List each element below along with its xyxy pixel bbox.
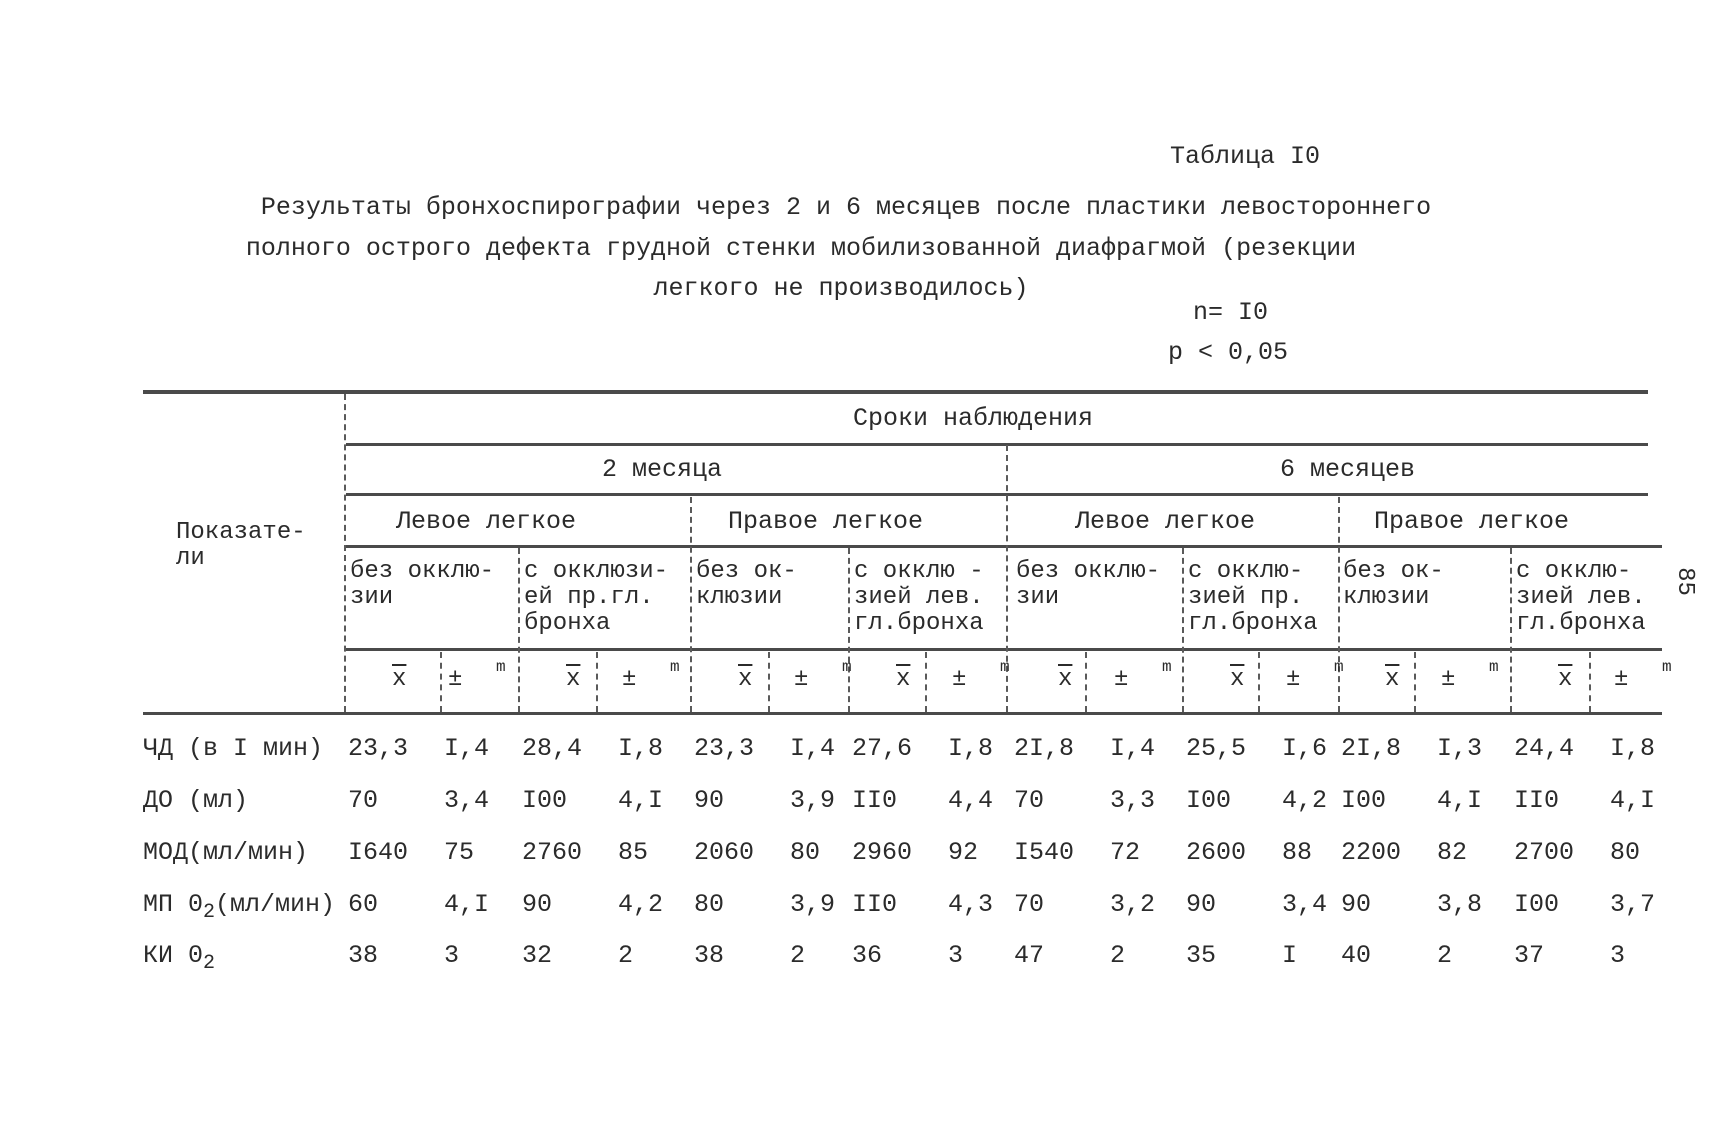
table-cell: 3,7: [1610, 890, 1656, 919]
table-cell: 23,3: [348, 734, 409, 763]
table-cell: 2960: [852, 838, 913, 867]
p-value: p < 0,05: [1168, 338, 1289, 367]
condition-header: без ок- клюзии: [696, 558, 797, 611]
table-cell: I00: [1341, 786, 1387, 815]
table-column-divider: [440, 652, 442, 712]
condition-header: без окклю- зии: [1016, 558, 1161, 611]
error-symbol: m: [496, 658, 506, 676]
table-cell: I00: [1514, 890, 1560, 919]
table-cell: 2600: [1186, 838, 1247, 867]
table-cell: 2I,8: [1341, 734, 1402, 763]
table-cell: 2200: [1341, 838, 1402, 867]
plus-minus-symbol: ±: [448, 666, 463, 693]
table-cell: 92: [948, 838, 979, 867]
condition-header: с окклюзи- ей пр.гл. бронха: [524, 558, 669, 637]
table-rule: [143, 390, 1648, 394]
page-number: 85: [1670, 567, 1698, 596]
table-cell: 2: [790, 941, 806, 970]
table-rule: [143, 712, 1662, 715]
period-header-2-months: 2 месяца: [602, 455, 723, 484]
table-cell: 2760: [522, 838, 583, 867]
table-column-divider: [768, 652, 770, 712]
table-cell: 3,9: [790, 786, 836, 815]
table-cell: 82: [1437, 838, 1468, 867]
table-cell: 90: [1341, 890, 1372, 919]
table-cell: I00: [1186, 786, 1232, 815]
table-cell: 28,4: [522, 734, 583, 763]
table-cell: 70: [1014, 890, 1045, 919]
table-cell: 90: [522, 890, 553, 919]
table-cell: 2: [1437, 941, 1453, 970]
period-header-6-months: 6 месяцев: [1280, 455, 1416, 484]
table-cell: 37: [1514, 941, 1545, 970]
table-cell: 3,8: [1437, 890, 1483, 919]
table-cell: 36: [852, 941, 883, 970]
table-column-divider: [344, 394, 346, 712]
table-cell: I,4: [790, 734, 836, 763]
table-cell: I,8: [618, 734, 664, 763]
table-cell: 3: [1610, 941, 1626, 970]
plus-minus-symbol: ±: [622, 666, 637, 693]
table-column-divider: [1085, 652, 1087, 712]
table-number: Таблица I0: [1170, 142, 1321, 171]
title-line-1: Результаты бронхоспирографии через 2 и 6 месяцев после пластики левостороннего: [260, 193, 1432, 222]
table-cell: 75: [444, 838, 475, 867]
table-cell: 4,4: [948, 786, 994, 815]
table-rule: [346, 443, 1648, 446]
table-column-divider: [1414, 652, 1416, 712]
table-cell: 60: [348, 890, 379, 919]
table-column-divider: [518, 548, 520, 712]
mean-symbol: $\overline{x}$: [738, 666, 753, 693]
lung-header: Левое легкое: [396, 507, 577, 536]
condition-header: с окклю - зией лев. гл.бронха: [854, 558, 984, 637]
mean-symbol: $\overline{x}$: [566, 666, 581, 693]
table-column-divider: [925, 652, 927, 712]
table-cell: 3,2: [1110, 890, 1156, 919]
table-cell: 23,3: [694, 734, 755, 763]
table-cell: I540: [1014, 838, 1075, 867]
row-label: ЧД (в I мин): [143, 734, 324, 763]
table-cell: 80: [694, 890, 725, 919]
table-cell: 4,I: [618, 786, 664, 815]
table-column-divider: [1258, 652, 1260, 712]
table-column-divider: [596, 652, 598, 712]
table-cell: I: [1282, 941, 1298, 970]
table-column-divider: [1182, 548, 1184, 712]
table-cell: I00: [522, 786, 568, 815]
error-symbol: m: [1334, 658, 1344, 676]
table-cell: 3: [948, 941, 964, 970]
table-cell: 3,3: [1110, 786, 1156, 815]
mean-symbol: $\overline{x}$: [1058, 666, 1073, 693]
row-label: МП $0_2(мл/мин)$: [143, 890, 336, 924]
table-cell: 27,6: [852, 734, 913, 763]
table-column-divider: [1510, 548, 1512, 712]
table-cell: 70: [1014, 786, 1045, 815]
table-cell: 4,2: [618, 890, 664, 919]
table-cell: 72: [1110, 838, 1141, 867]
table-column-divider: [1338, 497, 1340, 712]
table-cell: 4,I: [1437, 786, 1483, 815]
error-symbol: m: [1162, 658, 1172, 676]
table-cell: 4,3: [948, 890, 994, 919]
table-cell: 80: [1610, 838, 1641, 867]
table-cell: 80: [790, 838, 821, 867]
table-column-divider: [690, 497, 692, 712]
table-cell: I,8: [1610, 734, 1656, 763]
plus-minus-symbol: ±: [1286, 666, 1301, 693]
table-column-divider: [1589, 652, 1591, 712]
table-cell: I,8: [948, 734, 994, 763]
table-cell: 47: [1014, 941, 1045, 970]
table-cell: 35: [1186, 941, 1217, 970]
table-cell: 40: [1341, 941, 1372, 970]
table-cell: II0: [852, 890, 898, 919]
mean-symbol: $\overline{x}$: [1230, 666, 1245, 693]
lung-header: Правое легкое: [728, 507, 924, 536]
table-cell: 2: [618, 941, 634, 970]
table-cell: 38: [348, 941, 379, 970]
table-cell: 3: [444, 941, 460, 970]
plus-minus-symbol: ±: [794, 666, 809, 693]
table-cell: 38: [694, 941, 725, 970]
mean-symbol: $\overline{x}$: [392, 666, 407, 693]
table-rule: [346, 545, 1662, 548]
error-symbol: m: [1000, 658, 1010, 676]
lung-header: Левое легкое: [1075, 507, 1256, 536]
row-label: ДО (мл): [143, 786, 249, 815]
table-cell: II0: [1514, 786, 1560, 815]
sample-size: n= I0: [1193, 298, 1269, 327]
table-cell: 2060: [694, 838, 755, 867]
table-cell: 2700: [1514, 838, 1575, 867]
error-symbol: m: [1662, 658, 1672, 676]
error-symbol: m: [842, 658, 852, 676]
error-symbol: m: [1489, 658, 1499, 676]
condition-header: с окклю- зией пр. гл.бронха: [1188, 558, 1318, 637]
row-label: КИ $0_2$: [143, 941, 216, 975]
table-column-divider: [848, 548, 850, 712]
table-cell: I,3: [1437, 734, 1483, 763]
title-line-2: полного острого дефекта грудной стенки мобилизованной диафрагмой (резекции: [245, 234, 1357, 263]
mean-symbol: $\overline{x}$: [1558, 666, 1573, 693]
table-cell: I,4: [444, 734, 490, 763]
table-cell: 3,9: [790, 890, 836, 919]
table-cell: 3,4: [444, 786, 490, 815]
lung-header: Правое легкое: [1374, 507, 1570, 536]
row-label: МОД(мл/мин): [143, 838, 309, 867]
table-cell: I640: [348, 838, 409, 867]
condition-header: без ок- клюзии: [1343, 558, 1444, 611]
table-cell: 4,I: [444, 890, 490, 919]
table-cell: 90: [1186, 890, 1217, 919]
table-cell: I,4: [1110, 734, 1156, 763]
plus-minus-symbol: ±: [1441, 666, 1456, 693]
table-cell: 90: [694, 786, 725, 815]
mean-symbol: $\overline{x}$: [896, 666, 911, 693]
error-symbol: m: [670, 658, 680, 676]
plus-minus-symbol: ±: [1114, 666, 1129, 693]
mean-symbol: $\overline{x}$: [1385, 666, 1400, 693]
condition-header: с окклю- зией лев. гл.бронха: [1516, 558, 1646, 637]
table-cell: 32: [522, 941, 553, 970]
title-line-3: легкого не производилось): [653, 274, 1029, 303]
table-cell: 2: [1110, 941, 1126, 970]
table-cell: 4,2: [1282, 786, 1328, 815]
table-cell: 70: [348, 786, 379, 815]
table-rule: [346, 493, 1648, 496]
observation-terms-header: Сроки наблюдения: [853, 404, 1094, 433]
plus-minus-symbol: ±: [1614, 666, 1629, 693]
table-cell: 88: [1282, 838, 1313, 867]
table-cell: 2I,8: [1014, 734, 1075, 763]
table-cell: 4,I: [1610, 786, 1656, 815]
condition-header: без окклю- зии: [350, 558, 495, 611]
plus-minus-symbol: ±: [952, 666, 967, 693]
table-rule: [346, 648, 1662, 651]
table-cell: 85: [618, 838, 649, 867]
table-cell: 25,5: [1186, 734, 1247, 763]
table-cell: 3,4: [1282, 890, 1328, 919]
table-cell: 24,4: [1514, 734, 1575, 763]
indicator-header: Показате- ли: [176, 519, 306, 572]
table-cell: I,6: [1282, 734, 1328, 763]
table-cell: II0: [852, 786, 898, 815]
